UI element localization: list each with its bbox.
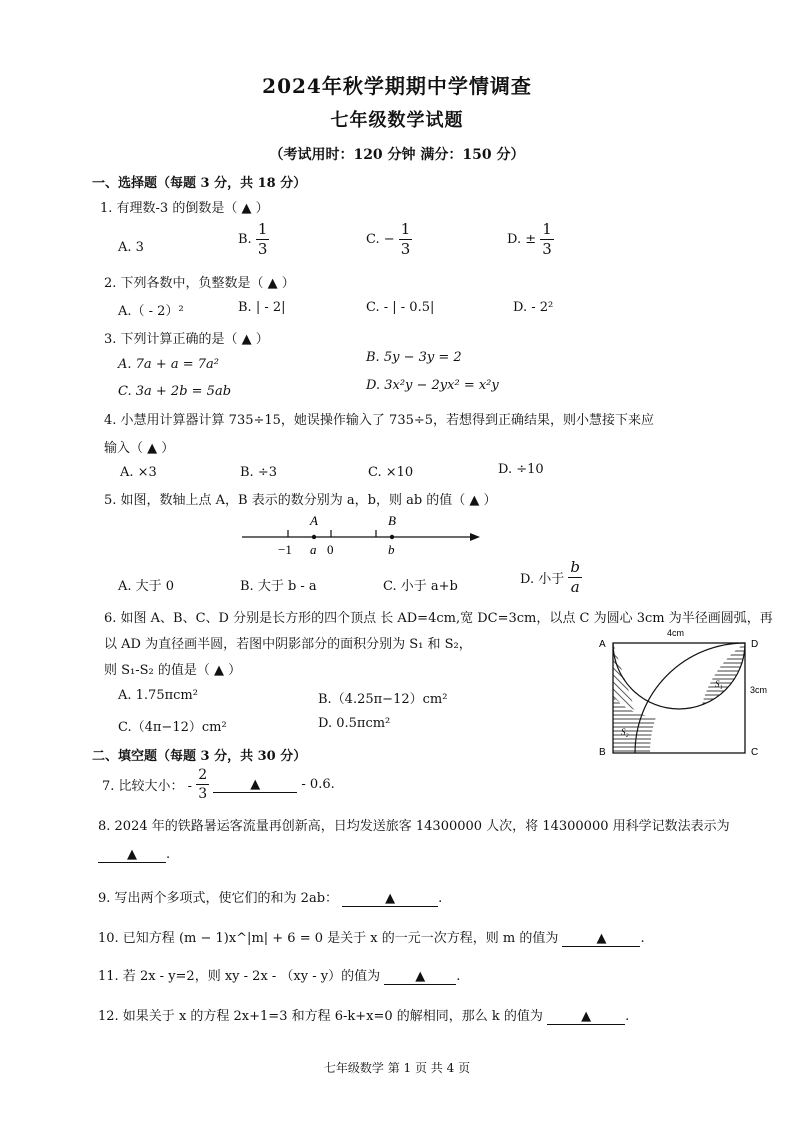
- question-6-stem-line3: 则 S₁-S₂ 的值是（ ▲ ）: [104, 663, 242, 678]
- answer-blank-7[interactable]: ▲: [213, 777, 297, 793]
- vertex-A: A: [599, 639, 606, 650]
- question-8-stem: 8. 2024 年的铁路暑运客流量再创新高，日均发送旅客 14300000 人次，将 14300000 用科学记数法表示为: [98, 819, 730, 834]
- label-zero: 0: [327, 542, 334, 557]
- question-10: 10. 已知方程 (m − 1)x^|m| + 6 = 0 是关于 x 的一元一次方程，则 m 的值为 ▲ .: [98, 931, 645, 946]
- question-3-option-a: A. 7a + a = 7a²: [118, 357, 219, 372]
- question-3-stem: 3. 下列计算正确的是（ ▲ ）: [104, 332, 269, 347]
- label-a: a: [310, 542, 317, 557]
- label-b: b: [388, 542, 395, 557]
- question-6-stem-continued: 以 AD 为直径画半圆，若图中阴影部分的面积分别为 S₁ 和 S₂，: [104, 637, 472, 652]
- label-s1: S₁: [715, 679, 723, 689]
- question-1-stem: 1. 有理数-3 的倒数是（ ▲ ）: [100, 201, 269, 216]
- point-b-dot: [390, 535, 394, 539]
- question-8-answer-line: ▲ .: [98, 847, 170, 863]
- vertex-B: B: [599, 747, 606, 758]
- question-5-option-c: C. 小于 a+b: [383, 579, 458, 594]
- question-3-option-c: C. 3a + 2b = 5ab: [118, 384, 232, 399]
- question-6-option-d: D. 0.5πcm²: [318, 716, 391, 731]
- answer-blank-9[interactable]: ▲: [342, 891, 438, 907]
- question-5-option-a: A. 大于 0: [118, 579, 175, 594]
- label-minus-one: −1: [278, 542, 292, 557]
- question-9: 9. 写出两个多项式，使它们的和为 2ab： ▲ .: [98, 891, 443, 906]
- question-2-option-a: A.（ - 2）²: [118, 304, 184, 319]
- question-4-stem-continued: 输入（ ▲ ）: [104, 441, 175, 456]
- question-6-option-b: B.（4.25π−12）cm²: [318, 692, 448, 707]
- question-2-option-c: C. - | - 0.5|: [366, 300, 435, 315]
- question-1-option-b: B. $\frac{1}{3}$: [238, 220, 268, 258]
- question-6-option-c: C.（4π−12）cm²: [118, 720, 227, 735]
- shaded-region-s1: [702, 643, 745, 705]
- question-1-option-a: A. 3: [118, 240, 144, 255]
- question-7: 7. 比较大小： - $\frac{2}{3}$ ▲ - 0.6.: [102, 767, 335, 802]
- vertex-C: C: [751, 747, 759, 758]
- exam-title: 2024年秋学期期中学情调查: [262, 74, 532, 98]
- question-2-option-d: D. - 2²: [513, 300, 554, 315]
- answer-blank-10[interactable]: ▲: [562, 931, 640, 947]
- vertex-D: D: [751, 639, 759, 650]
- answer-blank-8[interactable]: ▲: [98, 847, 166, 863]
- section-heading-choice: 一、选择题（每题 3 分，共 18 分）: [92, 176, 307, 191]
- exam-info: （考试用时：120 分钟 满分：150 分）: [269, 147, 525, 163]
- question-1-option-c: C. − $\frac{1}{3}$: [366, 220, 411, 258]
- question-1-option-d: D. ± $\frac{1}{3}$: [507, 220, 552, 258]
- answer-blank-11[interactable]: ▲: [384, 969, 456, 985]
- label-4cm: 4cm: [667, 628, 685, 638]
- number-line-figure: [236, 510, 486, 560]
- exam-subtitle: 七年级数学试题: [330, 110, 464, 131]
- question-4-option-a: A. ×3: [120, 465, 157, 480]
- question-5-stem: 5. 如图，数轴上点 A，B 表示的数分别为 a，b，则 ab 的值（ ▲ ）: [104, 493, 497, 508]
- number-line-arrow: [470, 533, 480, 541]
- question-2-stem: 2. 下列各数中，负整数是（ ▲ ）: [104, 276, 295, 291]
- shaded-region-corner: [613, 643, 635, 710]
- point-a-dot: [312, 535, 316, 539]
- section-heading-fill: 二、填空题（每题 3 分，共 30 分）: [92, 749, 307, 764]
- question-6-stem: 6. 如图 A、B、C、D 分别是长方形的四个顶点 长 AD=4cm,宽 DC=3cm，以点 C 为圆心 3cm 为半径画圆弧，再: [104, 611, 773, 626]
- question-5-option-d: D. 小于 $\frac{b}{a}$: [520, 558, 580, 596]
- question-5-option-b: B. 大于 b - a: [240, 579, 317, 594]
- label-s2: S₂: [621, 727, 629, 737]
- question-6-option-a: A. 1.75πcm²: [118, 688, 198, 703]
- answer-blank-12[interactable]: ▲: [547, 1009, 625, 1025]
- shaded-region-s2: [613, 697, 656, 753]
- question-4-option-d: D. ÷10: [498, 462, 544, 477]
- question-11: 11. 若 2x - y=2，则 xy - 2x - （xy - y）的值为 ▲ .: [98, 969, 461, 984]
- label-A: A: [310, 513, 318, 528]
- question-4-stem: 4. 小慧用计算器计算 735÷15，她误操作输入了 735÷5，若想得到正确结果，则小慧接下来应: [104, 413, 655, 428]
- question-3-option-d: D. 3x²y − 2yx² = x²y: [366, 378, 499, 393]
- question-4-option-c: C. ×10: [368, 465, 414, 480]
- question-2-option-b: B. | - 2|: [238, 300, 286, 315]
- label-B: B: [388, 513, 396, 528]
- question-3-option-b: B. 5y − 3y = 2: [366, 350, 462, 365]
- page-footer: 七年级数学 第 1 页 共 4 页: [323, 1061, 471, 1075]
- question-4-option-b: B. ÷3: [240, 465, 277, 480]
- rectangle-arc-figure: [595, 625, 780, 760]
- label-3cm: 3cm: [750, 685, 768, 695]
- question-12: 12. 如果关于 x 的方程 2x+1=3 和方程 6-k+x=0 的解相同，那么 k 的值为 ▲ .: [98, 1009, 630, 1024]
